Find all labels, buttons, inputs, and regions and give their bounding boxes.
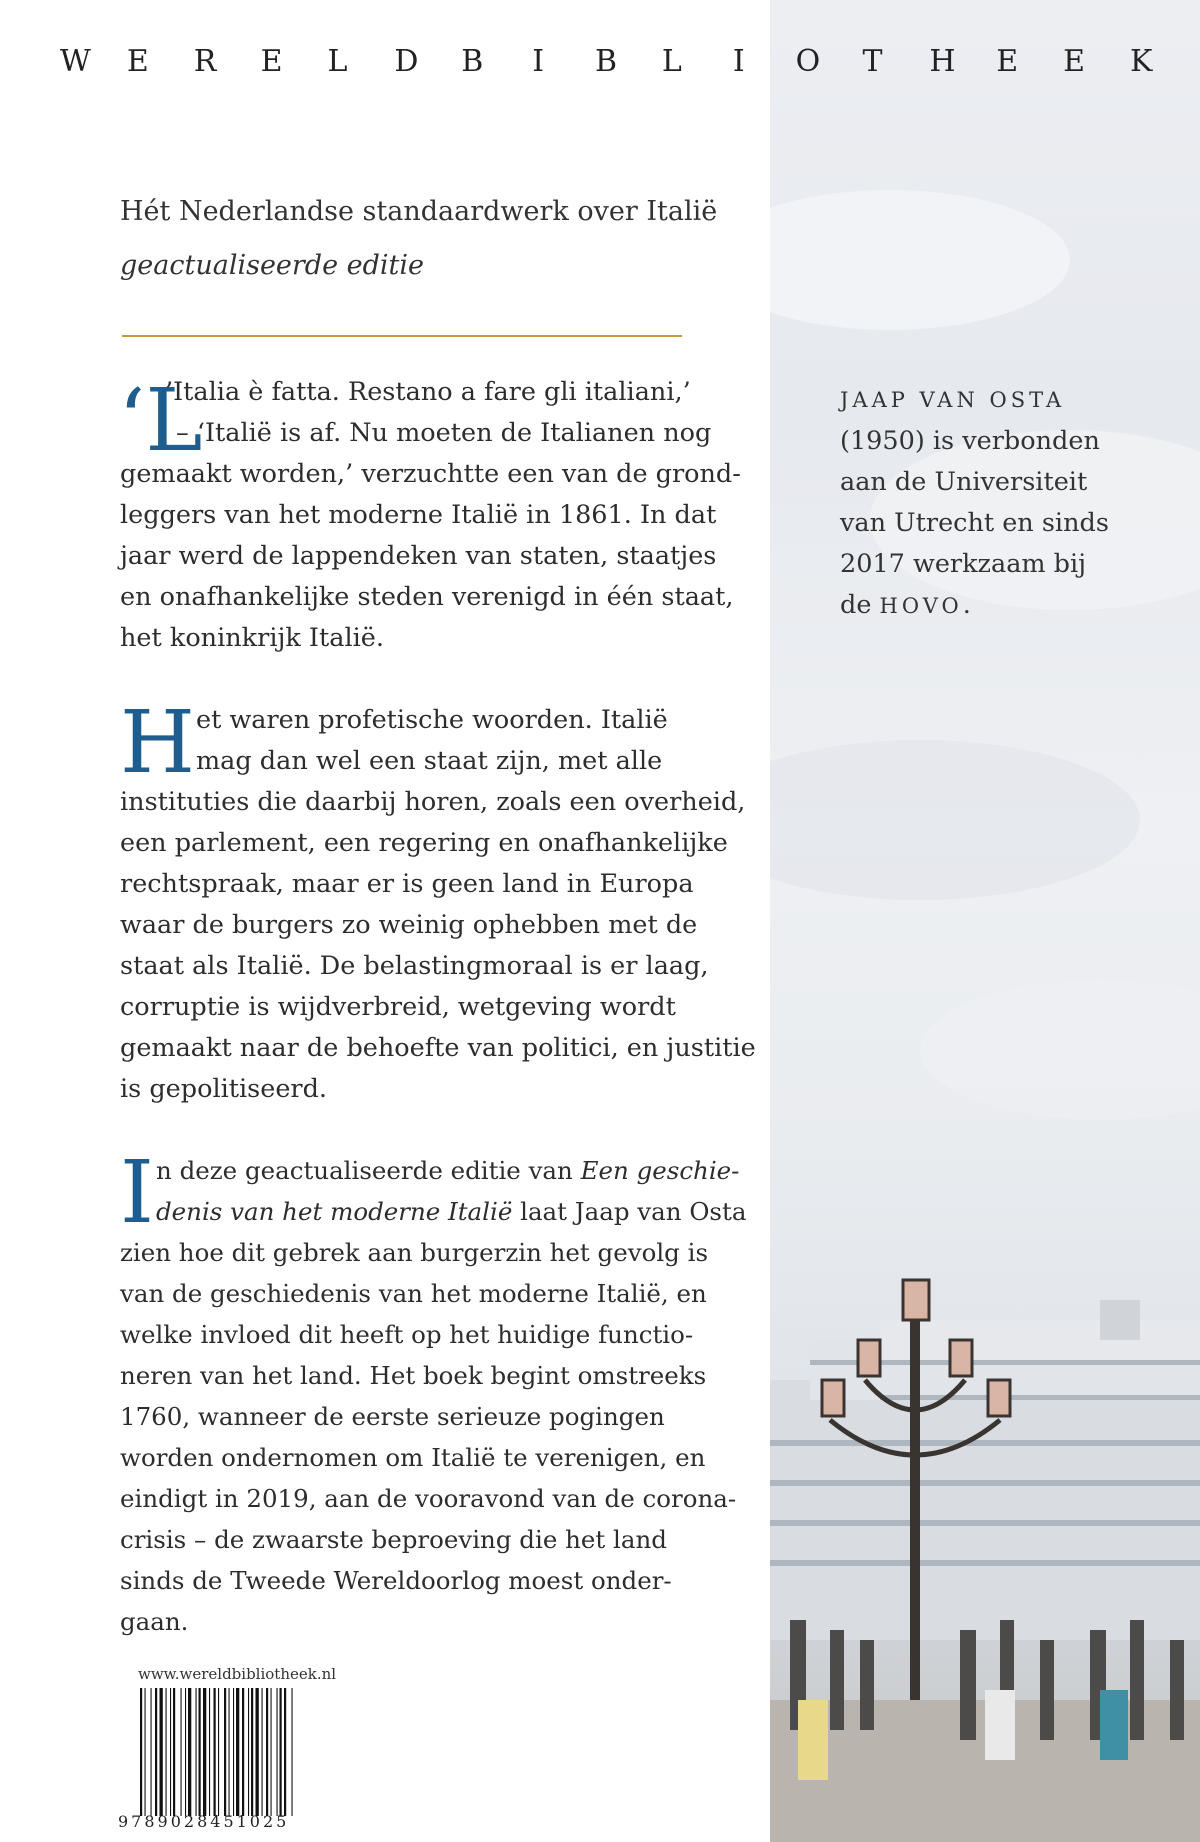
series-letter: L	[661, 44, 682, 79]
book-title-italic: denis van het moderne Italië	[156, 1197, 513, 1226]
series-letter: O	[795, 44, 821, 79]
barcode-image	[140, 1688, 340, 1816]
paragraph-line: worden ondernomen om Italië te verenigen, en	[120, 1443, 706, 1472]
paragraph-line: – ‘Italië is af. Nu moeten de Italianen nog	[176, 418, 712, 448]
photo-illustration	[770, 0, 1200, 1842]
paragraph-line	[120, 1191, 747, 1232]
paragraph-line: instituties die daarbij horen, zoals een overheid,	[120, 787, 746, 817]
paragraph-line: zien hoe dit gebrek aan burgerzin het gevolg is	[120, 1238, 709, 1267]
paragraph-line: leggers van het moderne Italië in 1861. In dat	[120, 500, 717, 530]
paragraph-line: mag dan wel een staat zijn, met alle	[196, 746, 663, 776]
cover-photo-venice	[770, 0, 1200, 1842]
paragraph-line: crisis – de zwaarste beproeving die het land	[120, 1525, 667, 1554]
series-letter: E	[1063, 44, 1086, 79]
author-bio	[840, 380, 1170, 627]
paragraph-line: een parlement, een regering en onafhankelijke	[120, 828, 728, 858]
author-bio-line: van Utrecht en sinds	[840, 508, 1109, 538]
paragraph-line: jaar werd de lappendeken van staten, staatjes	[120, 541, 717, 571]
series-letter: E	[126, 44, 149, 79]
series-letter: B	[461, 44, 484, 79]
dropcap-3: I	[120, 1143, 154, 1243]
paragraph-line: welke invloed dit heeft op het huidige functio-	[120, 1320, 694, 1349]
text-run: de	[840, 590, 880, 620]
edition-label: geactualiseerde editie	[120, 250, 425, 281]
series-letter: E	[996, 44, 1019, 79]
dropcap-2: H	[120, 693, 195, 793]
series-letter: W	[60, 44, 91, 79]
paragraph-line: gemaakt naar de behoefte van politici, en justitie	[120, 1033, 756, 1063]
paragraph-line: et waren profetische woorden. Italië	[196, 705, 668, 735]
paragraph-line: het koninkrijk Italië.	[120, 623, 384, 653]
paragraph-line: waar de burgers zo weinig ophebben met de	[120, 910, 698, 940]
series-letter: T	[862, 44, 883, 79]
divider-rule	[122, 335, 682, 337]
author-name: JAAP VAN OSTA	[840, 388, 1066, 412]
paragraph-line	[120, 1150, 740, 1191]
text-run: .	[962, 590, 971, 620]
book-title-italic: Een geschie-	[580, 1156, 740, 1185]
isbn-number: 9789028451025	[118, 1812, 290, 1831]
paragraph-line: gemaakt worden,’ verzuchtte een van de grond-	[120, 459, 741, 489]
author-bio-line: (1950) is verbonden	[840, 426, 1100, 456]
series-letter: R	[193, 44, 217, 79]
series-letter: E	[260, 44, 283, 79]
paragraph-line: neren van het land. Het boek begint omstreeks	[120, 1361, 707, 1390]
publisher-url[interactable]: www.wereldbibliotheek.nl	[138, 1665, 337, 1683]
author-bio-line	[840, 585, 1170, 627]
author-bio-line: aan de Universiteit	[840, 467, 1088, 497]
series-letter: H	[929, 44, 956, 79]
series-letter: D	[394, 44, 419, 79]
series-letter: L	[327, 44, 348, 79]
organisation-acronym: HOVO	[879, 594, 963, 618]
series-title	[60, 44, 1153, 79]
paragraph-line: staat als Italië. De belastingmoraal is er laag,	[120, 951, 709, 981]
paragraph-line: sinds de Tweede Wereldoorlog moest onder-	[120, 1566, 672, 1595]
paragraph-2	[120, 693, 756, 1110]
paragraph-line: is gepolitiseerd.	[120, 1074, 328, 1104]
series-letter: I	[532, 44, 545, 79]
paragraph-1	[120, 372, 741, 659]
paragraph-line: van de geschiedenis van het moderne Italië, en	[120, 1279, 707, 1308]
paragraph-line: en onafhankelijke steden verenigd in één staat,	[120, 582, 734, 612]
tagline: Hét Nederlandse standaardwerk over Italië	[120, 196, 718, 227]
text-run: laat Jaap van Osta	[512, 1197, 747, 1226]
series-letter: I	[732, 44, 745, 79]
paragraph-line: eindigt in 2019, aan de vooravond van de corona-	[120, 1484, 737, 1513]
dropcap-1: ‘L	[118, 371, 203, 471]
paragraph-line: corruptie is wijdverbreid, wetgeving wordt	[120, 992, 676, 1022]
paragraph-line: ’Italia è fatta. Restano a fare gli italiani,’	[165, 377, 691, 407]
paragraph-3	[120, 1143, 747, 1642]
paragraph-line: 1760, wanneer de eerste serieuze pogingen	[120, 1402, 665, 1431]
text-run: n deze geactualiseerde editie van	[156, 1156, 581, 1185]
author-bio-line: 2017 werkzaam bij	[840, 549, 1087, 579]
series-letter: K	[1130, 44, 1153, 79]
series-letter: B	[595, 44, 618, 79]
paragraph-line: gaan.	[120, 1607, 189, 1636]
paragraph-line: rechtspraak, maar er is geen land in Europa	[120, 869, 694, 899]
